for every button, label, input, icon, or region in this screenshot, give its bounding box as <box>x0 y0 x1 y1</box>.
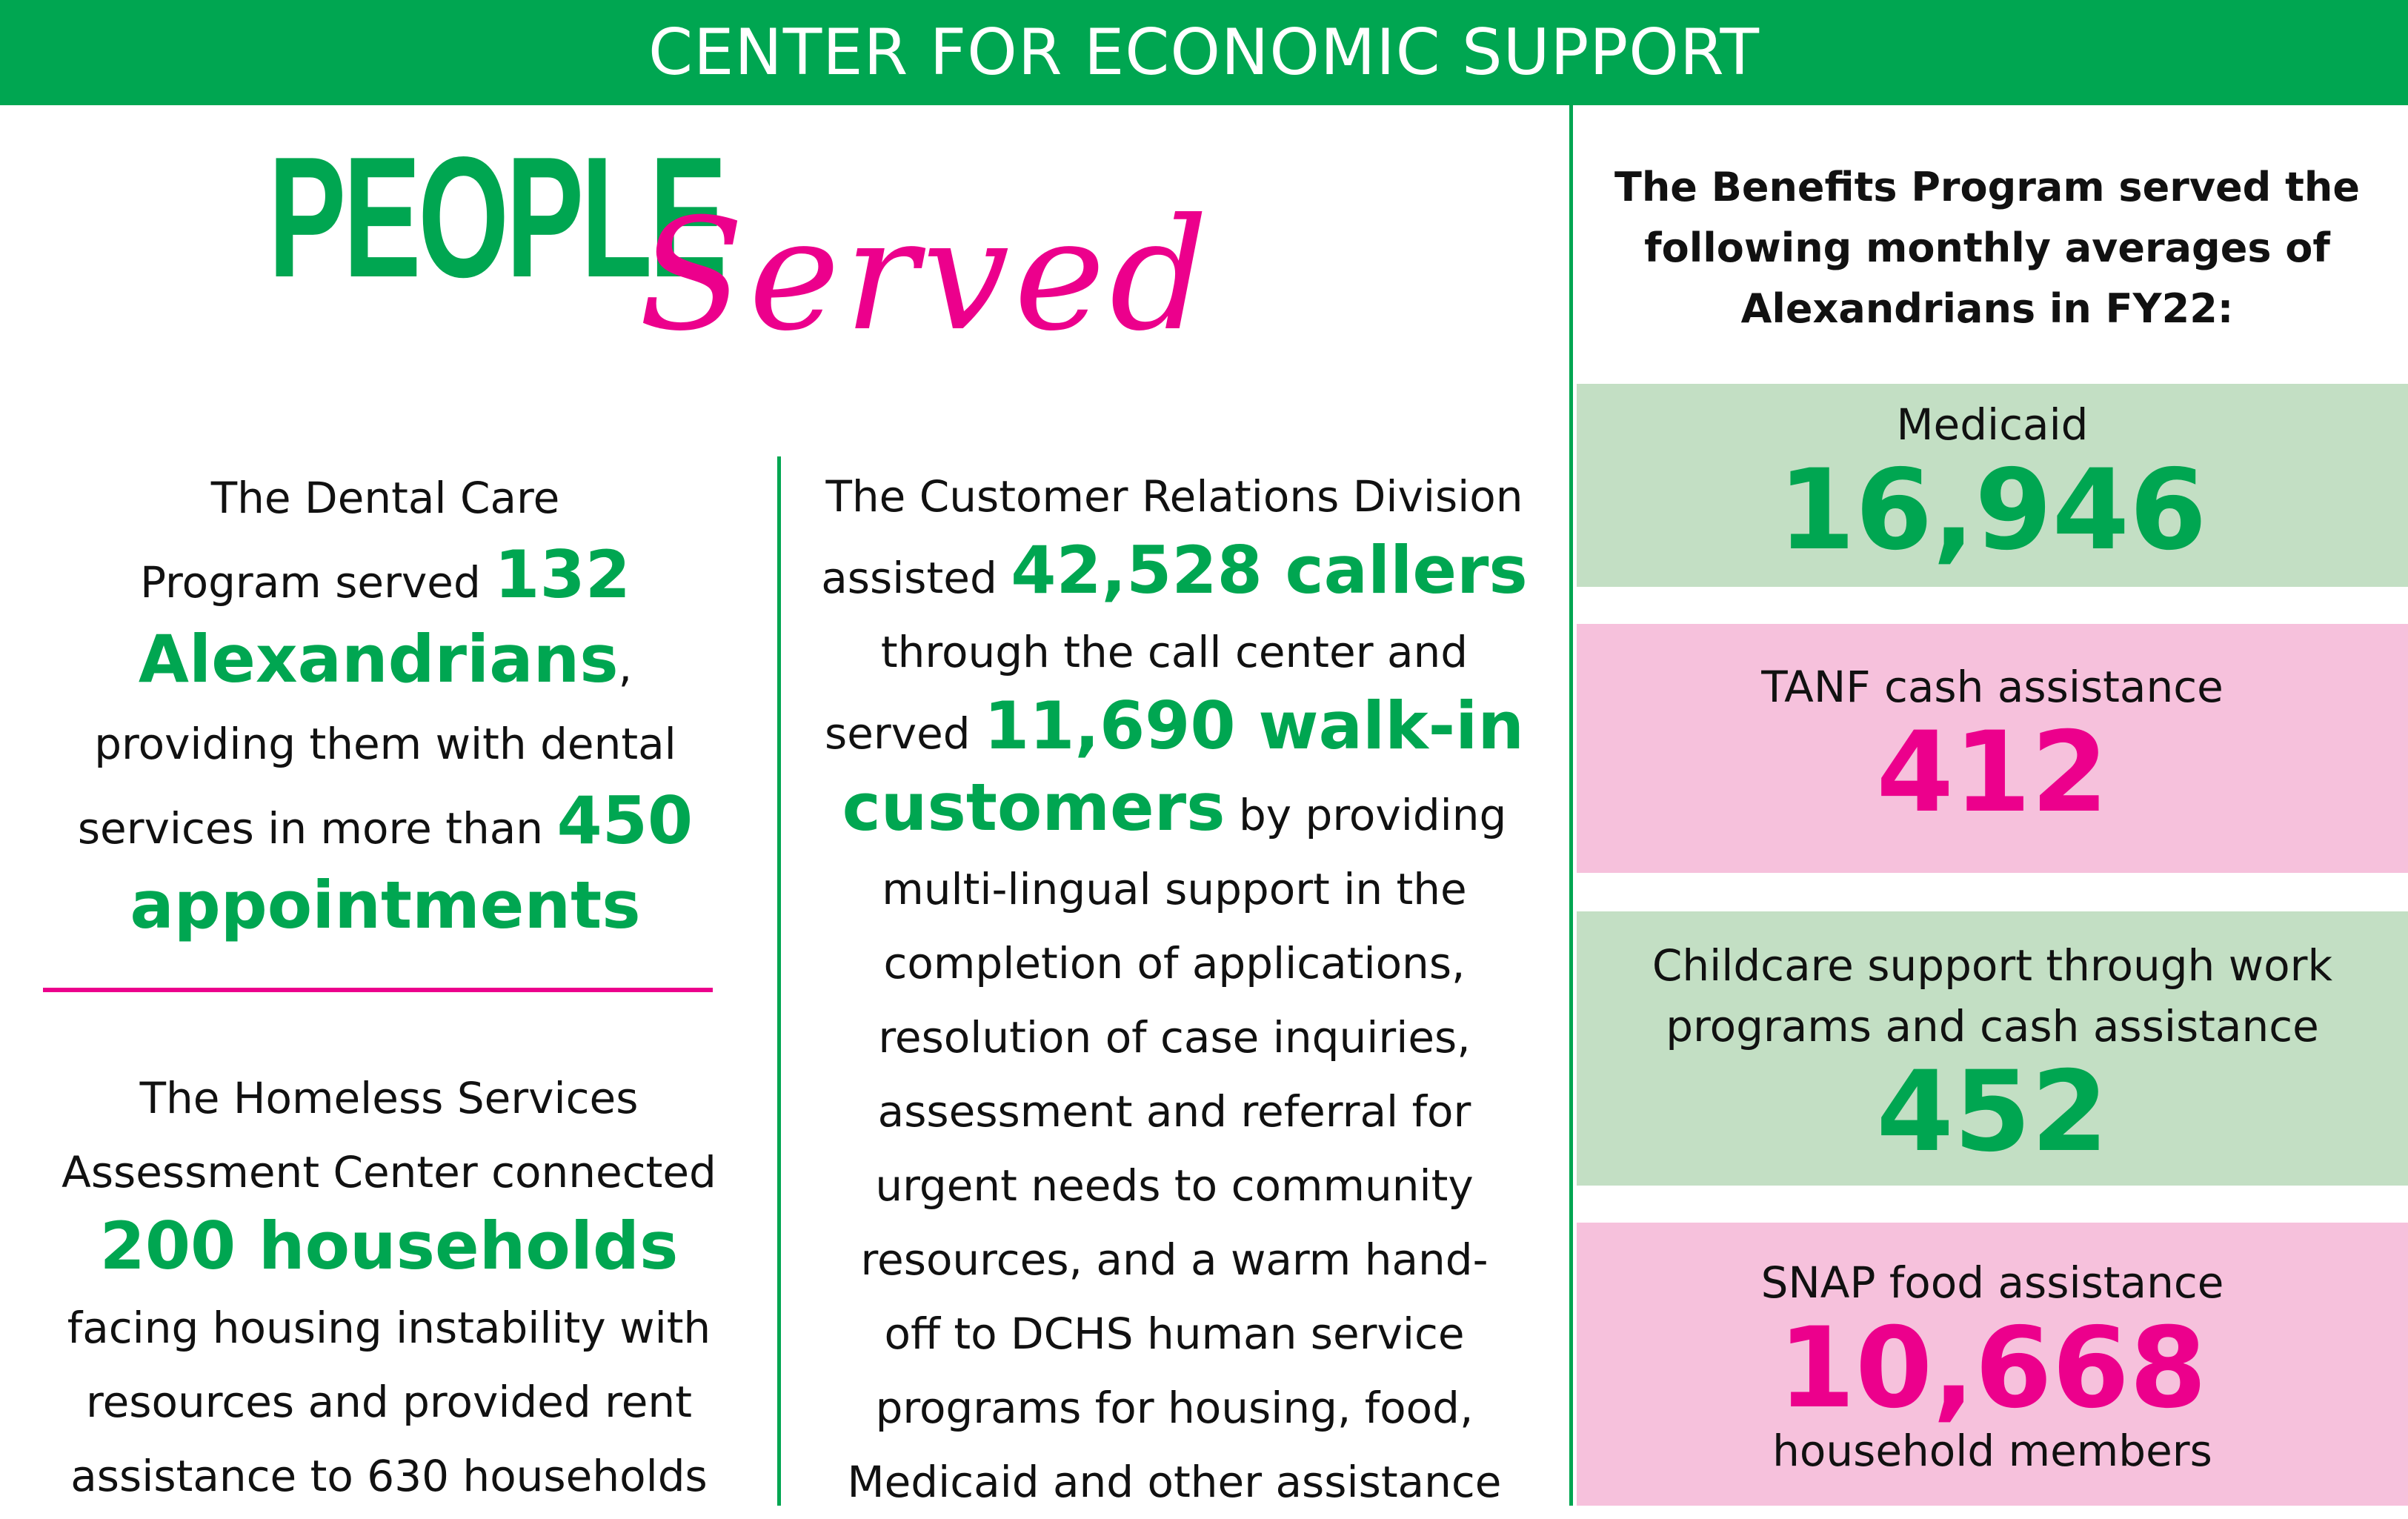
stat-label: SNAP food assistance <box>1760 1257 2224 1308</box>
customer-line: assisted 42,528 callers <box>821 532 1528 608</box>
header-banner <box>0 0 2408 105</box>
dental-care-block <box>30 459 741 951</box>
dental-line: The Dental Care <box>210 473 560 523</box>
dental-line <box>30 867 741 951</box>
homeless-line: The Homeless Services <box>139 1073 639 1123</box>
column-divider-left <box>777 456 781 1506</box>
stat-label: Medicaid <box>1896 399 2089 450</box>
stat-label: Childcare support through work <box>1652 940 2333 991</box>
customer-line: resolution of case inquiries, <box>878 1012 1471 1063</box>
dental-highlight: appointments <box>130 867 641 943</box>
benefits-intro: The Benefits Program served the following monthly averages of Alexandrians in FY22: <box>1614 164 2360 332</box>
dental-line: Alexandrians, <box>138 621 633 697</box>
homeless-line: resources and provided rent <box>86 1377 692 1427</box>
dental-highlight: Alexandrians <box>138 621 619 697</box>
homeless-services-block <box>30 1061 748 1513</box>
stat-subtext: household members <box>1772 1426 2212 1476</box>
homeless-line: Assessment Center connected <box>61 1147 716 1197</box>
dental-line: services in more than 450 <box>77 782 694 859</box>
column-divider-right <box>1569 105 1573 1506</box>
medicaid-stat-box <box>1577 384 2408 587</box>
stat-label: TANF cash assistance <box>1761 662 2224 712</box>
customer-line: assessment and referral for <box>877 1086 1471 1137</box>
homeless-line <box>30 1209 748 1291</box>
heading-people: PEOPLE <box>268 122 725 313</box>
homeless-line: assistance to 630 households <box>70 1451 708 1501</box>
walk-in-count: 11,690 walk-in <box>984 688 1524 764</box>
homeless-highlight: 200 households <box>99 1208 679 1284</box>
header-title: CENTER FOR ECONOMIC SUPPORT <box>648 16 1760 90</box>
customer-line: urgent needs to community <box>875 1160 1474 1211</box>
customer-line: programs for housing, food, <box>875 1383 1474 1433</box>
callers-count: 42,528 callers <box>1011 532 1528 608</box>
customer-line: customers by providing <box>842 769 1507 845</box>
customer-line: through the call center and <box>880 627 1469 677</box>
section-divider <box>43 988 713 992</box>
customer-line: resources, and a warm hand- <box>860 1234 1489 1285</box>
stat-value: 16,946 <box>1777 446 2207 575</box>
customer-relations-block <box>793 459 1556 1519</box>
dental-count: 132 <box>494 536 631 613</box>
dental-line: Program served 132 <box>140 536 631 613</box>
customer-line: served 11,690 walk-in <box>825 688 1524 764</box>
customer-line: The Customer Relations Division <box>825 471 1523 522</box>
stat-value: 452 <box>1876 1048 2109 1177</box>
customer-highlight: customers <box>842 769 1225 845</box>
homeless-line: facing housing instability with <box>67 1303 711 1353</box>
customer-line: multi-lingual support in the <box>882 864 1467 914</box>
dental-line: providing them with dental <box>94 719 676 769</box>
customer-line: off to DCHS human service <box>884 1309 1465 1359</box>
childcare-stat-box <box>1577 911 2408 1186</box>
customer-line: completion of applications, <box>883 938 1466 988</box>
tanf-stat-box <box>1577 624 2408 873</box>
dental-appointments-count: 450 <box>556 782 694 859</box>
customer-line: Medicaid and other assistance <box>847 1457 1502 1507</box>
stat-label: programs and cash assistance <box>1666 1001 2319 1051</box>
stat-value: 10,668 <box>1777 1304 2207 1433</box>
stat-value: 412 <box>1876 708 2109 837</box>
heading-served: Served <box>639 186 1213 365</box>
snap-stat-box <box>1577 1223 2408 1506</box>
